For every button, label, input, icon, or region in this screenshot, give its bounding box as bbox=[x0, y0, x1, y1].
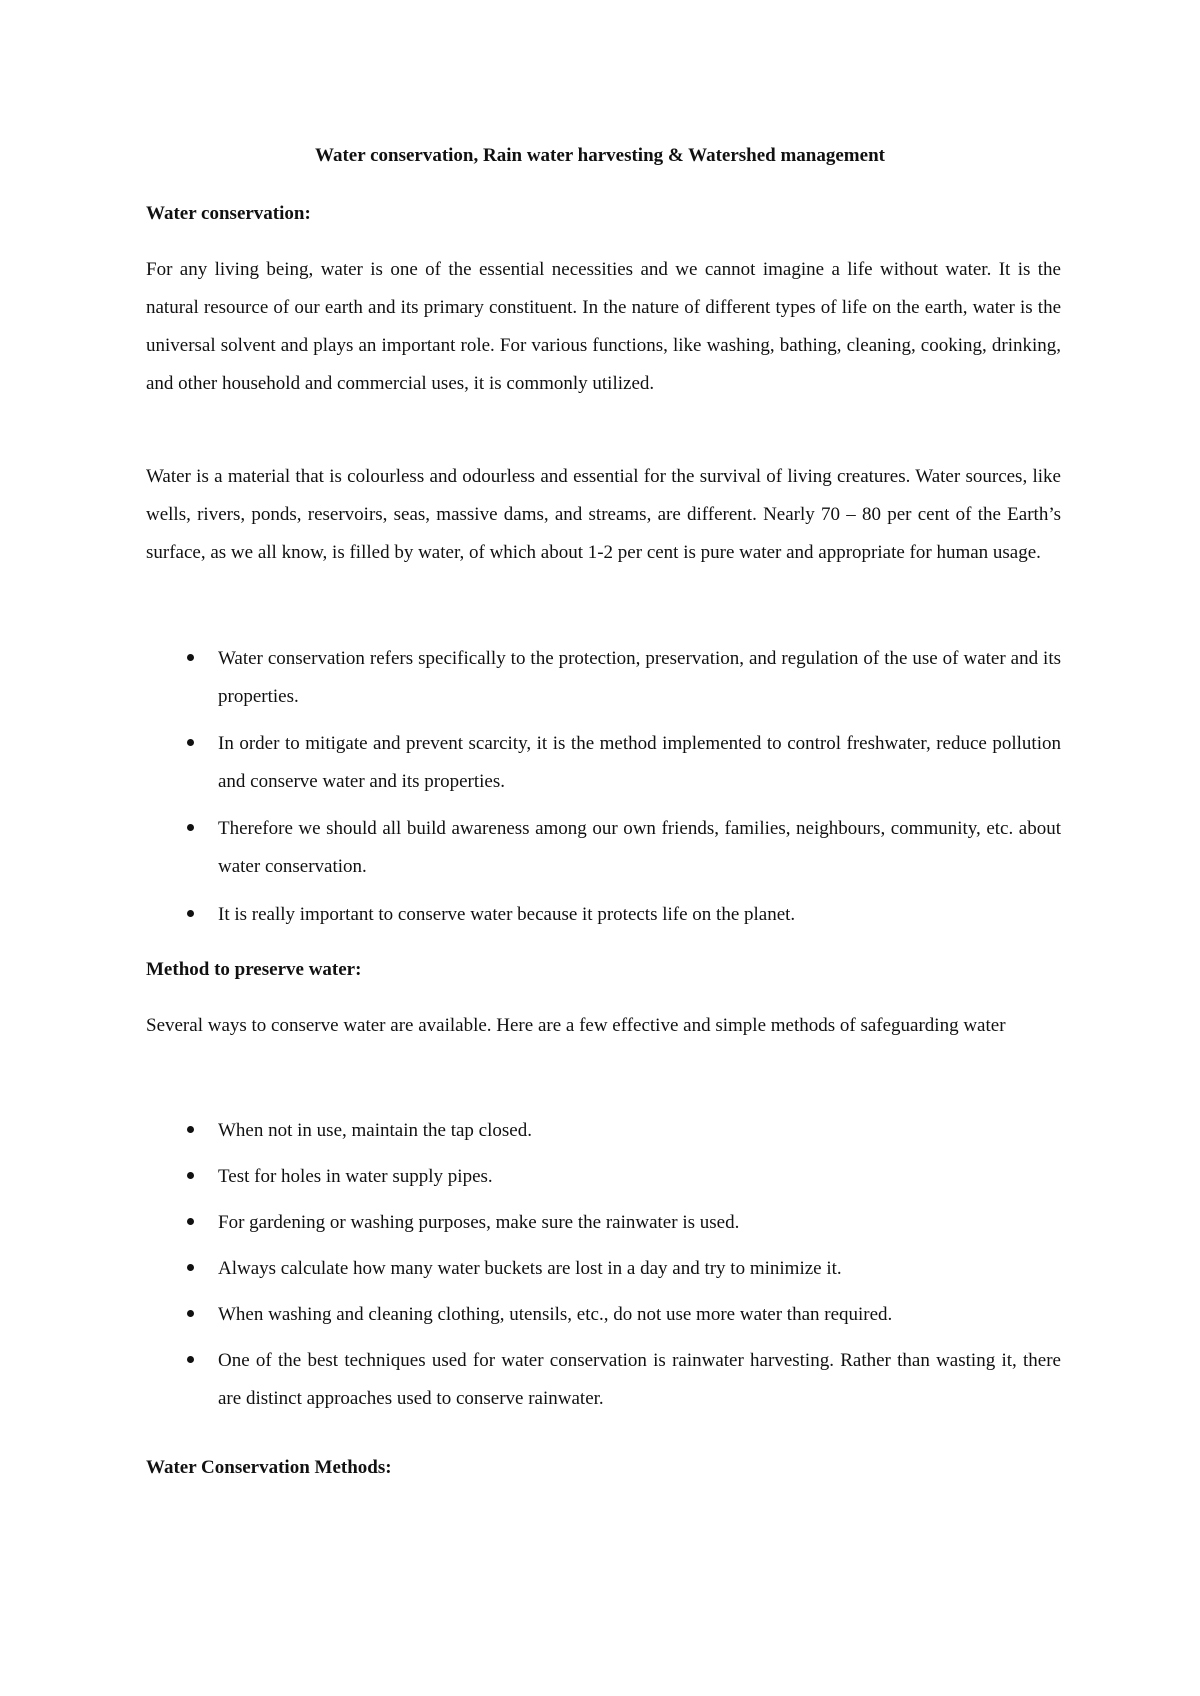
bullet-icon bbox=[187, 910, 194, 917]
paragraph-intro: For any living being, water is one of the essential necessities and we cannot imagine a life without water. It is the natural resource of our earth and its primary constituent. In the nature of different types of life on the earth, water is the universal solvent and plays an important role. For various functions, like washing, bathing, cleaning, cooking, drinking, and other household and commercial uses, it is commonly utilized. bbox=[146, 259, 1061, 394]
list-item-text: One of the best techniques used for water conservation is rainwater harvesting. Rather than wasting it, there are distinct approaches used to conserve rainwater. bbox=[218, 1350, 1061, 1409]
list-item-text: In order to mitigate and prevent scarcity, it is the method implemented to control freshwater, reduce pollution and conserve water and its properties. bbox=[218, 733, 1061, 792]
paragraph-methods-intro: Several ways to conserve water are available. Here are a few effective and simple methods of safeguarding water bbox=[146, 1015, 1006, 1036]
list-item-text: Always calculate how many water buckets are lost in a day and try to minimize it. bbox=[218, 1258, 842, 1279]
section-heading-conservation-methods: Water Conservation Methods: bbox=[146, 1457, 392, 1478]
list-item-text: When washing and cleaning clothing, utensils, etc., do not use more water than required. bbox=[218, 1304, 893, 1325]
bullet-icon bbox=[187, 739, 194, 746]
bullet-icon bbox=[187, 1356, 194, 1363]
bullet-icon bbox=[187, 1310, 194, 1317]
list-item-text: Therefore we should all build awareness among our own friends, families, neighbours, community, etc. about water conservation. bbox=[218, 818, 1061, 877]
bullet-icon bbox=[187, 824, 194, 831]
list-item-text: Test for holes in water supply pipes. bbox=[218, 1166, 493, 1187]
section-heading-water-conservation: Water conservation: bbox=[146, 203, 311, 224]
bullet-icon bbox=[187, 654, 194, 661]
bullet-icon bbox=[187, 1172, 194, 1179]
paragraph-water-material: Water is a material that is colourless and odourless and essential for the survival of living creatures. Water sources, like wells, rivers, ponds, reservoirs, seas, massive dams, and streams, are different. Nearly 70 – 80 per cent of the Earth’s surface, as we all know, is filled by water, of which about 1-2 per cent is pure water and appropriate for human usage. bbox=[146, 466, 1061, 563]
list-item-text: Water conservation refers specifically to the protection, preservation, and regulation of the use of water and its properties. bbox=[218, 648, 1061, 707]
bullet-icon bbox=[187, 1218, 194, 1225]
list-item-text: It is really important to conserve water because it protects life on the planet. bbox=[218, 904, 796, 925]
bullet-icon bbox=[187, 1126, 194, 1133]
document-title: Water conservation, Rain water harvesting & Watershed management bbox=[315, 145, 885, 166]
list-item-text: For gardening or washing purposes, make sure the rainwater is used. bbox=[218, 1212, 740, 1233]
section-heading-method-preserve: Method to preserve water: bbox=[146, 959, 362, 980]
list-item-text: When not in use, maintain the tap closed. bbox=[218, 1120, 532, 1141]
bullet-icon bbox=[187, 1264, 194, 1271]
